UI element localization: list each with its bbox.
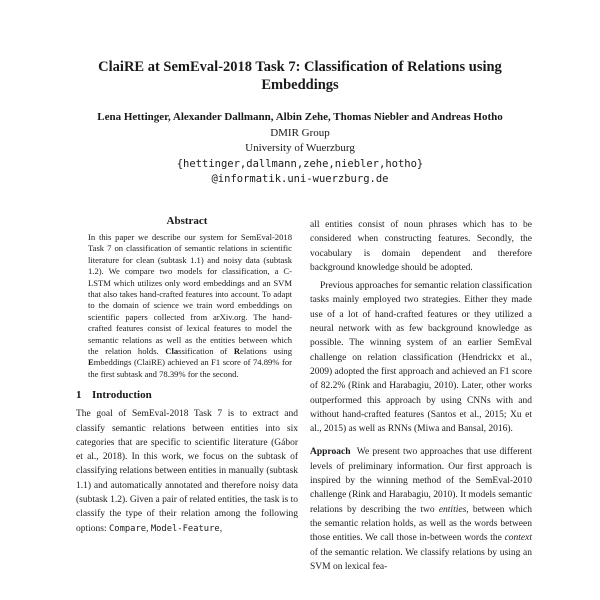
abstract-body: In this paper we describe our system for SemEval-2018 Task 7 on classification of semantic relations in scientific literature for clean (subtask 1.1) and noisy data (subtask 1.2). We compare two models for classification, a C-LSTM which utilizes only word embeddings and an SVM that also takes hand-crafted features into account. To adapt to the domain of science we train word embeddings on scientific papers collected from arXiv.org. The hand-crafted features consist of lexical features to model the semantic relations as well as the entities between which the relation holds. [88, 232, 292, 357]
approach-label: Approach [310, 447, 351, 458]
approach-text: , between which the semantic relation holds, as well as the words between those entities. We call those in-between words the [310, 504, 532, 544]
author-email-domain: @informatik.uni-wuerzburg.de [211, 173, 389, 185]
approach-text: of the semantic relation. We classify relations by using an SVM on lexical fea- [310, 547, 532, 572]
author-emails: {hettinger,dallmann,zehe,niebler,hotho} [176, 157, 424, 170]
author-block [40, 110, 560, 188]
left-column [76, 214, 298, 536]
approach-paragraph [310, 445, 532, 574]
paper-title: ClaiRE at SemEval-2018 Task 7: Classification of Relations using Embeddings [98, 59, 502, 93]
intro-paragraph [76, 407, 298, 536]
approach-text: We present two approaches that use different levels of preliminary information. Our first approach is inspired by the winning method of the SemEval-2010 challenge (Rink and Harabagiu, 2010). It models semantic relations by describing the two [310, 447, 532, 515]
acronym-letters-cla: Cla [165, 346, 179, 357]
acronym-letter-r: R [233, 346, 241, 357]
abstract-fragment: elations using [240, 346, 292, 357]
abstract-text [88, 232, 292, 380]
relation-label-compare: Compare [109, 523, 147, 534]
body-paragraph-1: all entities consist of noun phrases which has to be considered when constructing features. Secondly, the vocabulary is domain dependent and therefore background knowledge should be adopted. [310, 220, 532, 273]
relation-label-model-feature: Model-Feature [150, 523, 220, 534]
abstract-fragment: ssification of [178, 346, 234, 357]
abstract-heading: Abstract [166, 215, 208, 227]
right-column [310, 218, 532, 574]
section-title: Introduction [92, 389, 152, 402]
body-paragraph-2: Previous approaches for semantic relation classification tasks mainly employed two strategies. Either they made use of a lot of hand-crafted features or they utilized a neural network with as few background knowledge as possible. The winning system of an earlier SemEval challenge on relation classification (Hendrickx et al., 2009) adopted the first approach and achieved an F1 score of 82.2% (Rink and Harabagiu, 2010). Later, other works outperformed this approach by using CNNs with and without hand-crafted features (Santos et al., 2015; Xu et al., 2015) as well as RNNs (Miwa and Bansal, 2016). [310, 281, 532, 435]
acronym-letter-e: E [88, 357, 94, 368]
author-names: Lena Hettinger, Alexander Dallmann, Albin Zehe, Thomas Niebler and Andreas Hotho [97, 111, 503, 123]
intro-text: The goal of SemEval-2018 Task 7 is to extract and classify semantic relations between entities into six categories that are specific to scientific literature (Gábor et al., 2018). In this work, we focus on the subtask of classifying relations between entities in manually (subtask 1.1) and automatically annotated and therefore noisy data (subtask 1.2). Given a pair of related entities, the task is to classify the type of their relation among the following options: [76, 409, 298, 534]
separator: , [219, 523, 223, 534]
section-heading [76, 388, 298, 402]
affiliation-group: DMIR Group [270, 126, 330, 139]
section-number: 1 [76, 389, 82, 402]
affiliation-university: University of Wuerzburg [245, 142, 355, 154]
separator: , [146, 523, 151, 534]
abstract-results: mbeddings (ClaiRE) achieved an F1 score of 74.89% for the first subtask and 78.39% for the second. [88, 357, 292, 379]
term-entities: entities [438, 504, 467, 515]
term-context: context [504, 533, 532, 544]
